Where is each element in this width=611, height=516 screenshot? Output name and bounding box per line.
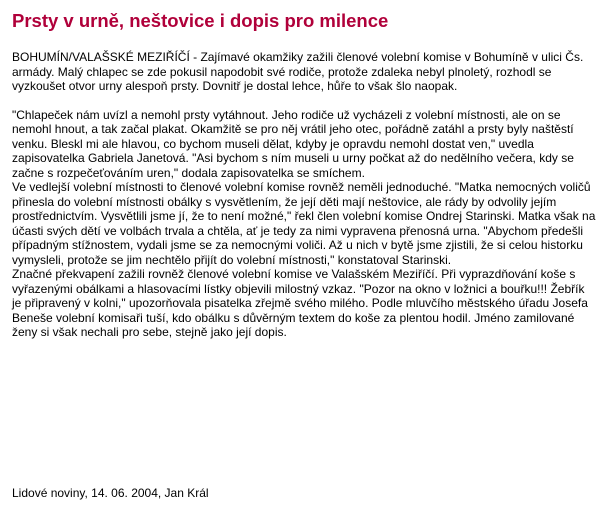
article (12, 0, 597, 340)
article-paragraph-lead: BOHUMÍN/VALAŠSKÉ MEZIŘÍČÍ - Zajímavé okamžiky zažili členové volební komise v Bohumíně v ulici Čs. armády. Malý chlapec se zde pokusil napodobit své rodiče, protože zdaleka nebyl plnoletý, rozhodl se vyzkoušet otvor urny alespoň prsty. Dovnitř je dostal lehce, hůře to však šlo naopak. (12, 50, 584, 93)
article-body (12, 50, 597, 340)
article-headline: Prsty v urně, neštovice i dopis pro milence (12, 10, 389, 31)
article-paragraph: "Chlapeček nám uvízl a nemohl prsty vytáhnout. Jeho rodiče už vycházeli z volební místnosti, ale on se nemohl hnout, a tak začal plakat. Okamžitě se pro něj vrátil jeho otec, pořádně zatáhl a prsty byly naštěstí venku. Bleskl mi ale hlavou, co bychom museli dělat, kdyby je opravdu nemohl dostat ven," uvedla zapisovatelka Gabriela Janetová. "Asi bychom s ním museli u urny počkat až do nedělního večera, kdy se začne s rozpečeťováním uren," dodala zapisovatelka se smíchem. (12, 107, 574, 180)
article-paragraph: Značné překvapení zažili rovněž členové volební komise ve Valašském Meziříčí. Při vyprazdňování koše s vyřazenými obálkami a hlasovacími lístky objevili milostný vzkaz. "Pozor na okno v ložnici a bouřku!!! Žebřík je připravený v kolni," upozorňovala pisatelka zřejmě svého milého. Podle mluvčího městského úřadu Josefa Beneše volební komisaři tuší, kdo obálku s důvěrným textem do koše za plentou hodil. Jméno zamilované ženy si však nechali pro sebe, stejně jako její dopis. (12, 267, 588, 339)
article-paragraph: Ve vedlejší volební místnosti to členové volební komise rovněž neměli jednoduché. "Matka nemocných voličů přinesla do volební místnosti obálky s vysvětlením, že její děti mají neštovice, ale rády by odvolily jejím prostřednictvím. Vysvětlili jsme jí, že to není možné," řekl člen volební komise Ondrej Starinski. Matka však na účasti svých dětí ve volbách trvala a chtěla, ať je tedy za nimi vypravena přenosná urna. "Abychom předešli případným stížnostem, vydali jsme se za nemocnými voliči. Až u nich v bytě jsme zjistili, že si celou historku vymysleli, protože se jim nechtělo přijít do volební místnosti," konstatoval Starinski. (12, 180, 596, 267)
article-source: Lidové noviny, 14. 06. 2004, Jan Král (12, 486, 209, 500)
